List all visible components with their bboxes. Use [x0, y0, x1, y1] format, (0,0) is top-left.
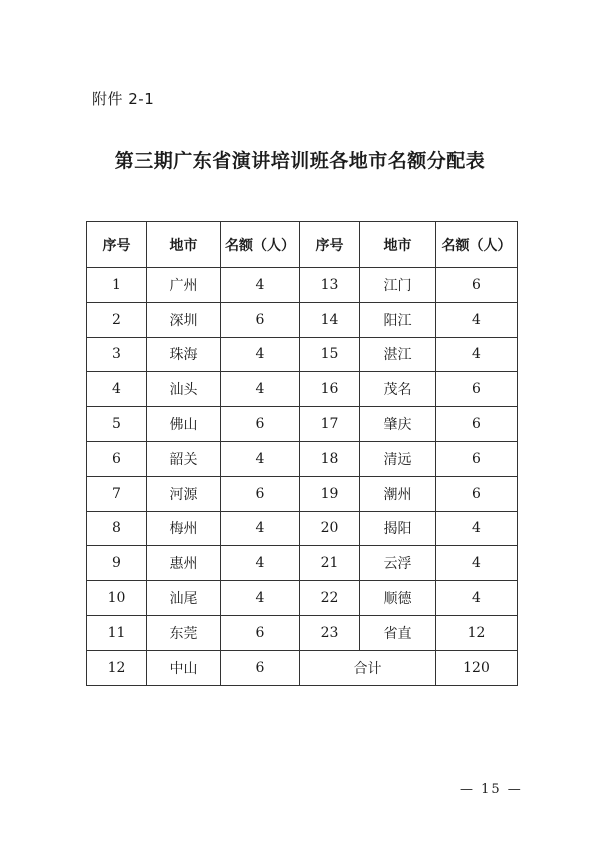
city-cell: 河源 [147, 476, 221, 511]
total-label-cell: 合计 [300, 650, 436, 685]
row-number-cell: 5 [87, 407, 147, 442]
row-number-cell: 8 [87, 511, 147, 546]
city-cell: 中山 [147, 650, 221, 685]
header-cell: 序号 [87, 222, 147, 268]
quota-cell: 4 [221, 372, 300, 407]
city-cell: 广州 [147, 268, 221, 303]
city-cell: 湛江 [360, 337, 436, 372]
table-row [87, 615, 518, 650]
document-title: 第三期广东省演讲培训班各地市名额分配表 [114, 150, 486, 172]
row-number-cell: 3 [87, 337, 147, 372]
row-number-cell: 9 [87, 546, 147, 581]
header-cell: 地市 [147, 222, 221, 268]
quota-cell: 6 [221, 407, 300, 442]
table-body [87, 268, 518, 651]
row-number-cell: 2 [87, 302, 147, 337]
quota-cell: 4 [221, 546, 300, 581]
table-row [87, 581, 518, 616]
row-number-cell: 1 [87, 268, 147, 303]
city-cell: 顺德 [360, 581, 436, 616]
attachment-label: 附件 2-1 [92, 90, 155, 108]
city-cell: 佛山 [147, 407, 221, 442]
quota-cell: 4 [221, 581, 300, 616]
city-cell: 云浮 [360, 546, 436, 581]
quota-table [86, 221, 518, 686]
row-number-cell: 21 [300, 546, 360, 581]
row-number-cell: 11 [87, 615, 147, 650]
table-row [87, 511, 518, 546]
table-row [87, 372, 518, 407]
city-cell: 东莞 [147, 615, 221, 650]
header-cell: 地市 [360, 222, 436, 268]
city-cell: 汕头 [147, 372, 221, 407]
row-number-cell: 10 [87, 581, 147, 616]
quota-cell: 4 [221, 511, 300, 546]
city-cell: 梅州 [147, 511, 221, 546]
row-number-cell: 20 [300, 511, 360, 546]
city-cell: 深圳 [147, 302, 221, 337]
city-cell: 揭阳 [360, 511, 436, 546]
table-row [87, 546, 518, 581]
city-cell: 惠州 [147, 546, 221, 581]
row-number-cell: 14 [300, 302, 360, 337]
quota-cell: 4 [436, 511, 518, 546]
city-cell: 韶关 [147, 441, 221, 476]
header-cell: 名额（人） [436, 222, 518, 268]
quota-cell: 4 [221, 337, 300, 372]
row-number-cell: 22 [300, 581, 360, 616]
row-number-cell: 13 [300, 268, 360, 303]
row-number-cell: 6 [87, 441, 147, 476]
row-number-cell: 7 [87, 476, 147, 511]
city-cell: 肇庆 [360, 407, 436, 442]
table-row [87, 407, 518, 442]
row-number-cell: 18 [300, 441, 360, 476]
header-cell: 名额（人） [221, 222, 300, 268]
total-value-cell: 120 [436, 650, 518, 685]
row-number-cell: 17 [300, 407, 360, 442]
quota-cell: 4 [221, 441, 300, 476]
table-row [87, 302, 518, 337]
quota-cell: 4 [436, 581, 518, 616]
quota-cell: 12 [436, 615, 518, 650]
city-cell: 阳江 [360, 302, 436, 337]
row-number-cell: 12 [87, 650, 147, 685]
city-cell: 茂名 [360, 372, 436, 407]
header-cell: 序号 [300, 222, 360, 268]
page-number: — 15 — [460, 782, 523, 797]
quota-cell: 6 [221, 476, 300, 511]
quota-cell: 6 [221, 615, 300, 650]
row-number-cell: 4 [87, 372, 147, 407]
row-number-cell: 15 [300, 337, 360, 372]
quota-cell: 4 [436, 337, 518, 372]
city-cell: 清远 [360, 441, 436, 476]
quota-cell: 6 [221, 650, 300, 685]
quota-cell: 4 [436, 546, 518, 581]
table-header-row [87, 222, 518, 268]
row-number-cell: 16 [300, 372, 360, 407]
quota-cell: 6 [436, 476, 518, 511]
quota-cell: 6 [436, 407, 518, 442]
quota-cell: 4 [436, 302, 518, 337]
row-number-cell: 23 [300, 615, 360, 650]
table-row [87, 476, 518, 511]
quota-cell: 4 [221, 268, 300, 303]
table-row [87, 441, 518, 476]
table-row [87, 268, 518, 303]
city-cell: 珠海 [147, 337, 221, 372]
table-row-last [87, 650, 518, 685]
quota-cell: 6 [436, 372, 518, 407]
quota-cell: 6 [436, 268, 518, 303]
city-cell: 潮州 [360, 476, 436, 511]
quota-cell: 6 [221, 302, 300, 337]
row-number-cell: 19 [300, 476, 360, 511]
table-row [87, 337, 518, 372]
city-cell: 江门 [360, 268, 436, 303]
quota-cell: 6 [436, 441, 518, 476]
city-cell: 省直 [360, 615, 436, 650]
city-cell: 汕尾 [147, 581, 221, 616]
